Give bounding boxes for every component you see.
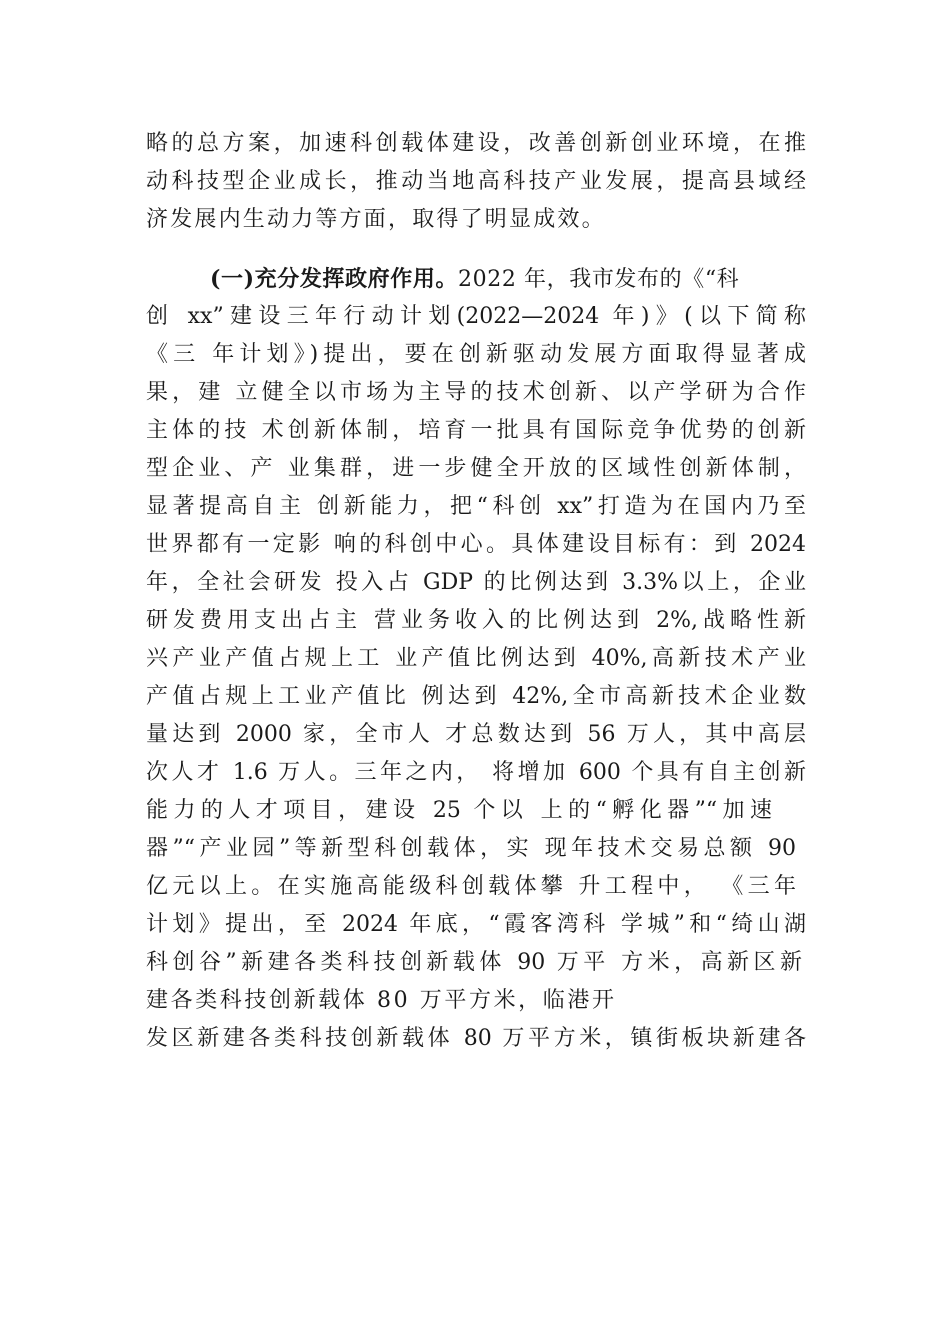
paragraph-line: 量达到 2000 家，全市人 才总数达到 56 万人，其中高层 [146,722,806,747]
paragraph-line: 动科技型企业成长，推动当地高科技产业发展，提高县域经 [146,169,806,194]
paragraph-line: 产值占规上工业产值比 例达到 42%,全市高新技术企业数 [146,684,806,709]
paragraph-line: 亿元以上。在实施高能级科创载体攀 升工程中， 《三年 [146,874,796,899]
paragraph-line: 科创谷”新建各类科技创新载体 90 万平 方米，高新区新 [146,950,802,975]
paragraph-line: 略的总方案，加速科创载体建设，改善创新创业环境，在推 [146,131,806,156]
paragraph-line: 计划》提出，至 2024 年底，“霞客湾科 学城”和“绮山湖 [146,912,806,937]
paragraph-line: 建各类科技创新载体 80 万平方米，临港开 [146,988,617,1013]
section-first-line [210,260,806,298]
paragraph-line: 《三 年计划》)提出，要在创新驱动发展方面取得显著成 [146,342,806,367]
section-heading: (一)充分发挥政府作用。 [210,266,459,292]
paragraph-line: 果，建 立健全以市场为主导的技术创新、以产学研为合作 [146,380,806,405]
paragraph-line: 兴产业产值占规上工 业产值比例达到 40%,高新技术产业 [146,646,806,671]
section-first-line-text: 2022 年，我市发布的《“科 [458,267,740,292]
paragraph-line: 型企业、产 业集群，进一步健全开放的区域性创新体制， [146,456,806,481]
paragraph-line: 主体的技 术创新体制，培育一批具有国际竞争优势的创新 [146,418,806,443]
paragraph-line: 器”“产业园”等新型科创载体，实 现年技术交易总额 90 [146,836,796,861]
paragraph-line: 发区新建各类科技创新载体 80 万平方米，镇街板块新建各 [146,1026,806,1051]
paragraph-line: 研发费用支出占主 营业务收入的比例达到 2%,战略性新 [146,608,806,633]
paragraph-line: 济发展内生动力等方面，取得了明显成效。 [146,207,606,232]
paragraph-line: 能力的人才项目，建设 25 个以 上的“孵化器”“加速 [146,798,772,823]
paragraph-line: 显著提高自主 创新能力，把“科创 xx”打造为在国内乃至 [146,494,806,519]
paragraph-line: 世界都有一定影 响的科创中心。具体建设目标有：到 2024 [146,532,806,557]
paragraph-line: 次人才 1.6 万人。三年之内， 将增加 600 个具有自主创新 [146,760,806,785]
paragraph-line: 年，全社会研发 投入占 GDP 的比例达到 3.3%以上，企业 [146,570,806,595]
paragraph-line: 创 xx”建设三年行动计划(2022—2024 年)》(以下简称 [146,304,806,329]
